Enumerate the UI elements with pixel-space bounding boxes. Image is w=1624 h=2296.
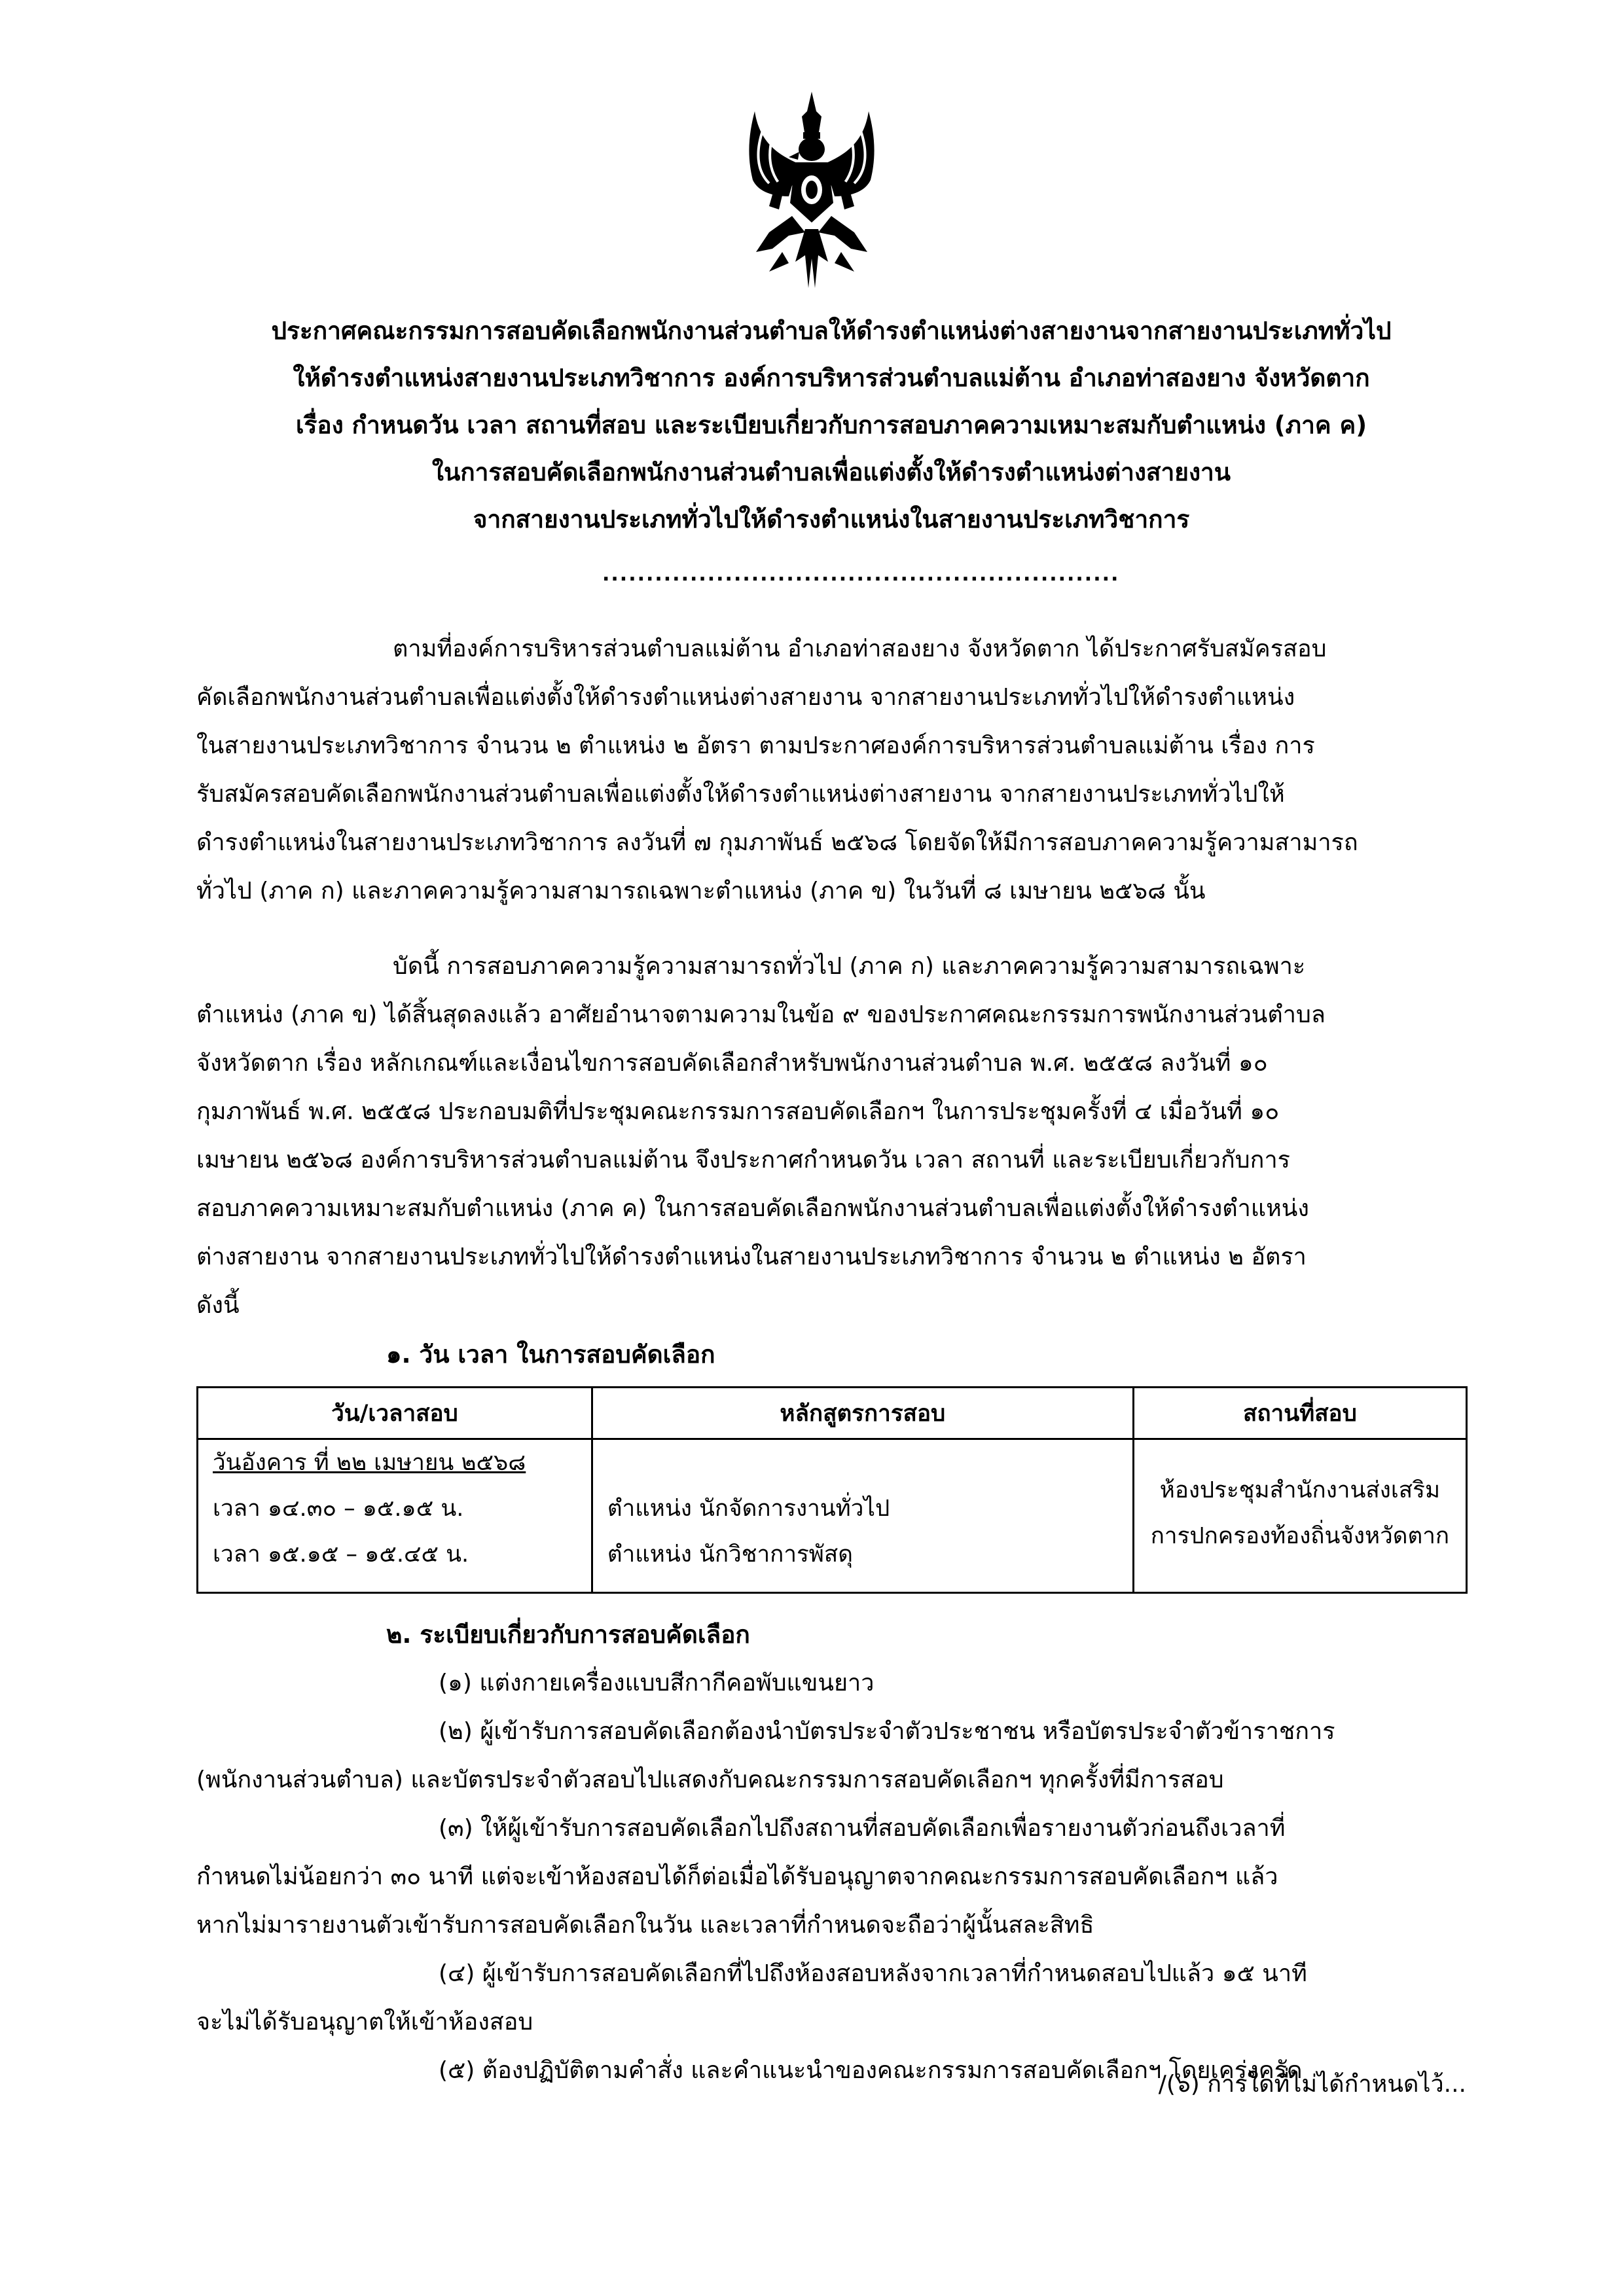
title-line: จากสายงานประเภททั่วไปให้ดำรงตำแหน่งในสายงานประเภทวิชาการ [473, 505, 1190, 533]
section-1-heading: ๑. วัน เวลา ในการสอบคัดเลือก [386, 1340, 715, 1369]
header-datetime: วัน/เวลาสอบ [198, 1388, 592, 1439]
paragraph-line: บัดนี้ การสอบภาคความรู้ความสามารถทั่วไป (ภาค ก) และภาคความรู้ความสามารถเฉพาะ [393, 953, 1306, 980]
title-line: ให้ดำรงตำแหน่งสายงานประเภทวิชาการ องค์การบริหารส่วนตำบลแม่ต้าน อำเภอท่าสองยาง จังหวัดตาก [293, 364, 1370, 392]
paragraph-line: คัดเลือกพนักงานส่วนตำบลเพื่อแต่งตั้งให้ดำรงตำแหน่งต่างสายงาน จากสายงานประเภททั่วไปให้ดำรงตำแหน่ง [196, 684, 1295, 711]
datetime-cell [198, 1439, 592, 1593]
rules-list [196, 1659, 1466, 2095]
rule-item-2-cont: (พนักงานส่วนตำบล) และบัตรประจำตัวสอบไปแสดงกับคณะกรรมการสอบคัดเลือกฯ ทุกครั้งที่มีการสอบ [196, 1767, 1224, 1793]
exam-schedule-table [196, 1386, 1468, 1594]
rule-item-4: (๔) ผู้เข้ารับการสอบคัดเลือกที่ไปถึงห้องสอบหลังจากเวลาที่กำหนดสอบไปแล้ว ๑๕ นาที [439, 1960, 1307, 1987]
venue-cell [1133, 1439, 1466, 1593]
title-separator: ........................................................... [602, 563, 1120, 586]
section-2-heading: ๒. ระเบียบเกี่ยวกับการสอบคัดเลือก [386, 1621, 750, 1649]
rule-item-2: (๒) ผู้เข้ารับการสอบคัดเลือกต้องนำบัตรประจำตัวประชาชน หรือบัตรประจำตัวข้าราชการ [439, 1718, 1335, 1745]
paragraph-line: ดังนี้ [196, 1292, 240, 1319]
paragraph-2 [196, 942, 1466, 1330]
paragraph-line: ดำรงตำแหน่งในสายงานประเภทวิชาการ ลงวันที่ ๗ กุมภาพันธ์ ๒๕๖๘ โดยจัดให้มีการสอบภาคความรู้ความสามารถ [196, 829, 1358, 856]
garuda-emblem-icon [743, 92, 880, 295]
header-course: หลักสูตรการสอบ [592, 1388, 1133, 1439]
table-row [198, 1439, 1467, 1593]
rule-item-4-cont: จะไม่ได้รับอนุญาตให้เข้าห้องสอบ [196, 2009, 533, 2036]
rule-item-3-cont: หากไม่มารายงานตัวเข้ารับการสอบคัดเลือกในวัน และเวลาที่กำหนดจะถือว่าผู้นั้นสละสิทธิ [196, 1912, 1094, 1939]
rule-item-1: (๑) แต่งกายเครื่องแบบสีกากีคอพับแขนยาว [439, 1670, 875, 1696]
paragraph-1 [196, 625, 1466, 916]
paragraph-line: เมษายน ๒๕๖๘ องค์การบริหารส่วนตำบลแม่ต้าน จึงประกาศกำหนดวัน เวลา สถานที่ และระเบียบเกี่ยวกับการ [196, 1147, 1290, 1174]
title-line: เรื่อง กำหนดวัน เวลา สถานที่สอบ และระเบียบเกี่ยวกับการสอบภาคความเหมาะสมกับตำแหน่ง (ภาค ค) [295, 411, 1367, 439]
course-cell [592, 1439, 1133, 1593]
venue-line: ห้องประชุมสำนักงานส่งเสริม [1159, 1477, 1441, 1503]
title-line: ประกาศคณะกรรมการสอบคัดเลือกพนักงานส่วนตำบลให้ดำรงตำแหน่งต่างสายงานจากสายงานประเภททั่วไป [271, 317, 1392, 345]
rule-item-3: (๓) ให้ผู้เข้ารับการสอบคัดเลือกไปถึงสถานที่สอบคัดเลือกเพื่อรายงานตัวก่อนถึงเวลาที่ [439, 1815, 1286, 1842]
rule-item-3-cont: กำหนดไม่น้อยกว่า ๓๐ นาที แต่จะเข้าห้องสอบได้ก็ต่อเมื่อได้รับอนุญาตจากคณะกรรมการสอบคัดเลือกฯ แล้ว [196, 1863, 1278, 1890]
table-header-row [198, 1388, 1467, 1439]
announcement-title [190, 308, 1473, 543]
exam-date: วันอังคาร ที่ ๒๒ เมษายน ๒๕๖๘ [213, 1450, 526, 1476]
course-name: ตำแหน่ง นักจัดการงานทั่วไป [607, 1496, 890, 1522]
course-name: ตำแหน่ง นักวิชาการพัสดุ [607, 1541, 853, 1568]
paragraph-line: ทั่วไป (ภาค ก) และภาคความรู้ความสามารถเฉพาะตำแหน่ง (ภาค ข) ในวันที่ ๘ เมษายน ๒๕๖๘ นั้น [196, 878, 1206, 905]
rule-item-5: (๕) ต้องปฏิบัติตามคำสั่ง และคำแนะนำของคณะกรรมการสอบคัดเลือกฯ โดยเคร่งครัด [439, 2057, 1303, 2084]
paragraph-line: กุมภาพันธ์ พ.ศ. ๒๕๕๘ ประกอบมติที่ประชุมคณะกรรมการสอบคัดเลือกฯ ในการประชุมครั้งที่ ๔ เมื่อวันที่ ๑๐ [196, 1098, 1280, 1125]
paragraph-line: ต่างสายงาน จากสายงานประเภททั่วไปให้ดำรงตำแหน่งในสายงานประเภทวิชาการ จำนวน ๒ ตำแหน่ง ๒ อัตรา [196, 1244, 1307, 1270]
title-line: ในการสอบคัดเลือกพนักงานส่วนตำบลเพื่อแต่งตั้งให้ดำรงตำแหน่งต่างสายงาน [431, 458, 1231, 486]
paragraph-line: รับสมัครสอบคัดเลือกพนักงานส่วนตำบลเพื่อแต่งตั้งให้ดำรงตำแหน่งต่างสายงาน จากสายงานประเภททั่วไปให้ [196, 781, 1285, 808]
paragraph-line: จังหวัดตาก เรื่อง หลักเกณฑ์และเงื่อนไขการสอบคัดเลือกสำหรับพนักงานส่วนตำบล พ.ศ. ๒๕๕๘ ลงวันที่ ๑๐ [196, 1050, 1268, 1077]
venue-line: การปกครองท้องถิ่นจังหวัดตาก [1150, 1523, 1450, 1549]
exam-time: เวลา ๑๔.๓๐ – ๑๕.๑๕ น. [213, 1496, 464, 1522]
paragraph-line: ในสายงานประเภทวิชาการ จำนวน ๒ ตำแหน่ง ๒ อัตรา ตามประกาศองค์การบริหารส่วนตำบลแม่ต้าน เรื่อง การ [196, 732, 1315, 759]
exam-time: เวลา ๑๕.๑๕ – ๑๕.๔๕ น. [213, 1541, 469, 1568]
header-venue: สถานที่สอบ [1133, 1388, 1466, 1439]
paragraph-line: ตามที่องค์การบริหารส่วนตำบลแม่ต้าน อำเภอท่าสองยาง จังหวัดตาก ได้ประกาศรับสมัครสอบ [393, 636, 1327, 662]
continuation-note: /(๖) การใดที่ไม่ได้กำหนดไว้... [1158, 2071, 1466, 2098]
paragraph-line: สอบภาคความเหมาะสมกับตำแหน่ง (ภาค ค) ในการสอบคัดเลือกพนักงานส่วนตำบลเพื่อแต่งตั้งให้ดำรงตำแหน่ง [196, 1195, 1309, 1222]
paragraph-line: ตำแหน่ง (ภาค ข) ได้สิ้นสุดลงแล้ว อาศัยอำนาจตามความในข้อ ๙ ของประกาศคณะกรรมการพนักงานส่วนตำบล [196, 1001, 1326, 1028]
